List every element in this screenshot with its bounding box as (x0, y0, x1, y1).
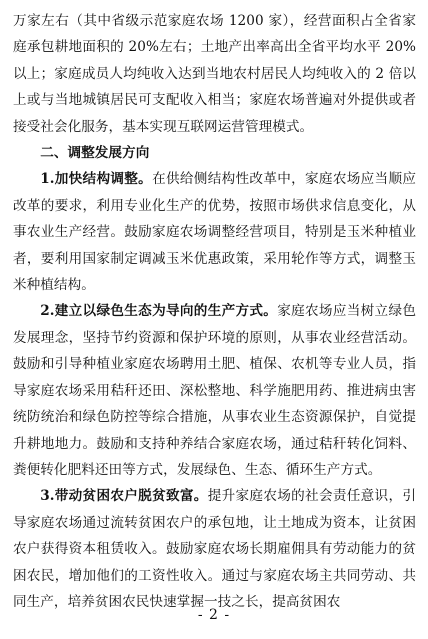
item-1-paragraph (13, 166, 416, 298)
item-2-body: 家庭农场应当树立绿色发展理念，坚持节约资源和保护环境的原则，从事农业经营活动。鼓励和引导种植业家庭农场聘用土肥、植保、农机等专业人员，指导家庭农场采用秸秆还田、深松整地、科学施肥用药、推进病虫害统防统治和绿色防控等综合措施，从事农业生态资源保护，自觉提升耕地地力。鼓励和支持种养结合家庭农场，通过秸秆转化饲料、粪便转化肥料还田等方式，发展绿色、生态、循环生产方式。 (13, 303, 417, 478)
paragraph-intro-text: 万家左右（其中省级示范家庭农场 1200 家），经营面积占全省家庭承包耕地面积的 20%左右；土地产出率高出全省平均水平 20%以上；家庭成员人均纯收入达到当地农村居民人均纯收入的 2 倍以上或与当地城镇居民可支配收入相当；家庭农场普遍对外提供或者接受社会化服务，基本实现互联网运营管理模式。 (13, 13, 416, 135)
section-heading-paragraph (13, 140, 416, 166)
item-2-paragraph (13, 298, 416, 483)
item-2-title: 2.建立以绿色生态为导向的生产方式。 (40, 303, 278, 320)
page-number: - 2 - (197, 607, 231, 623)
item-3-title: 3.带动贫困农户脱贫致富。 (40, 488, 208, 505)
item-1-body: 在供给侧结构性改革中，家庭农场应当顺应改革的要求，利用专业化生产的优势，按照市场供求信息变化，从事农业生产经营。鼓励家庭农场调整经营项目，特别是玉米种植业者，要利用国家制定调减玉米优惠政策，采用轮作等方式，调整玉米种植结构。 (13, 171, 417, 294)
section-heading: 二、调整发展方向 (40, 145, 150, 162)
item-3-paragraph (13, 483, 416, 615)
item-3-body: 提升家庭农场的社会责任意识，引导家庭农场通过流转贫困农户的承包地，让土地成为资本，让贫困农户获得资本租赁收入。鼓励家庭农场长期雇佣具有劳动能力的贫困农民，增加他们的工资性收入。通过与家庭农场主共同劳动、共同生产，培养贫困农民快速掌握一技之长，提高贫困农 (13, 488, 417, 610)
item-1-title: 1.加快结构调整。 (40, 171, 153, 188)
paragraph-intro (13, 8, 416, 140)
